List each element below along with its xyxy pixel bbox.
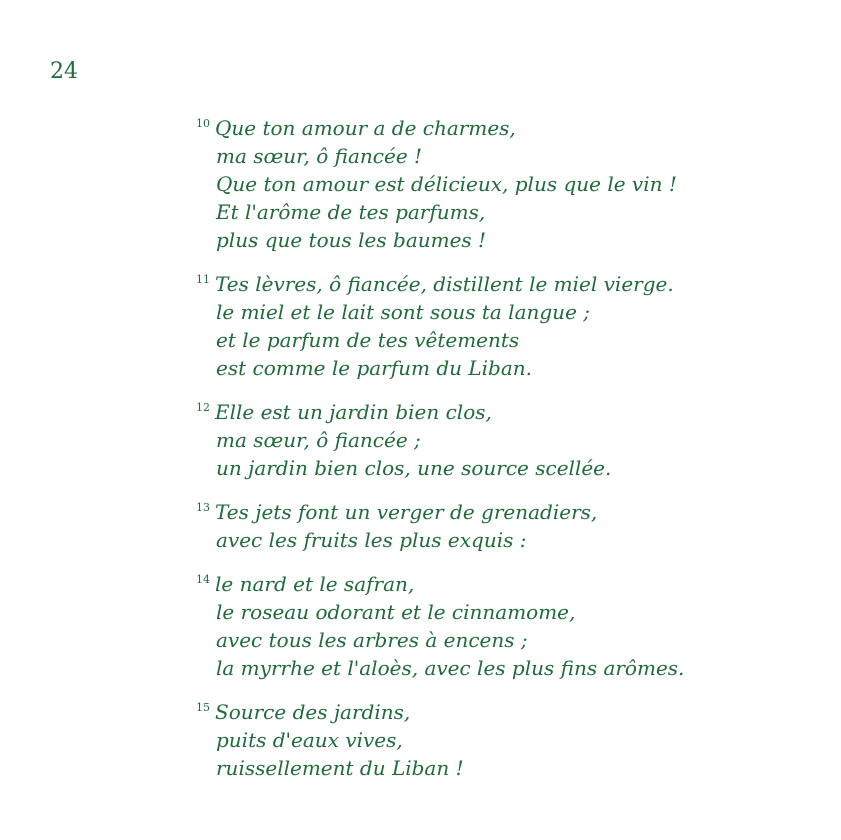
verse-number: 12: [196, 401, 210, 415]
stanza-line: avec les fruits les plus exquis :: [216, 528, 527, 552]
line-text: Tes jets font un verger de grenadiers,: [215, 500, 598, 524]
verse-number: 15: [196, 701, 210, 715]
stanza-line: ma sœur, ô fiancée ;: [216, 428, 421, 452]
verse-number: 11: [196, 273, 210, 287]
stanza-first-line: [196, 114, 816, 142]
line-text: Elle est un jardin bien clos,: [215, 400, 492, 424]
stanza-line: un jardin bien clos, une source scellée.: [216, 456, 612, 480]
stanza-verse-12: [196, 398, 816, 482]
stanza-line: avec tous les arbres à encens ;: [216, 628, 528, 652]
stanza-line: plus que tous les baumes !: [216, 228, 487, 252]
stanza-verse-10: [196, 114, 816, 254]
stanza-verse-11: [196, 270, 816, 382]
line-text: Source des jardins,: [215, 700, 411, 724]
stanza-line: Et l'arôme de tes parfums,: [216, 200, 486, 224]
stanza-line: ruissellement du Liban !: [216, 756, 464, 780]
stanza-line: puits d'eaux vives,: [216, 728, 403, 752]
stanza-line: la myrrhe et l'aloès, avec les plus fins arômes.: [216, 656, 685, 680]
stanza-first-line: [196, 570, 816, 598]
poem-text: [196, 114, 816, 798]
stanza-line: Que ton amour est délicieux, plus que le vin !: [216, 172, 677, 196]
stanza-line: est comme le parfum du Liban.: [216, 356, 533, 380]
stanza-line: le roseau odorant et le cinnamome,: [216, 600, 576, 624]
stanza-first-line: [196, 698, 816, 726]
stanza-first-line: [196, 498, 816, 526]
verse-number: 14: [196, 573, 210, 587]
verse-number: 10: [196, 117, 210, 131]
stanza-line: et le parfum de tes vêtements: [216, 328, 520, 352]
page-number: 24: [50, 59, 78, 84]
stanza-line: le miel et le lait sont sous ta langue ;: [216, 300, 590, 324]
stanza-verse-13: [196, 498, 816, 554]
stanza-line: ma sœur, ô fiancée !: [216, 144, 423, 168]
line-text: le nard et le safran,: [215, 572, 415, 596]
line-text: Tes lèvres, ô fiancée, distillent le miel vierge.: [215, 272, 674, 296]
stanza-first-line: [196, 270, 816, 298]
stanza-first-line: [196, 398, 816, 426]
stanza-verse-15: [196, 698, 816, 782]
stanza-verse-14: [196, 570, 816, 682]
verse-number: 13: [196, 501, 210, 515]
line-text: Que ton amour a de charmes,: [215, 116, 516, 140]
